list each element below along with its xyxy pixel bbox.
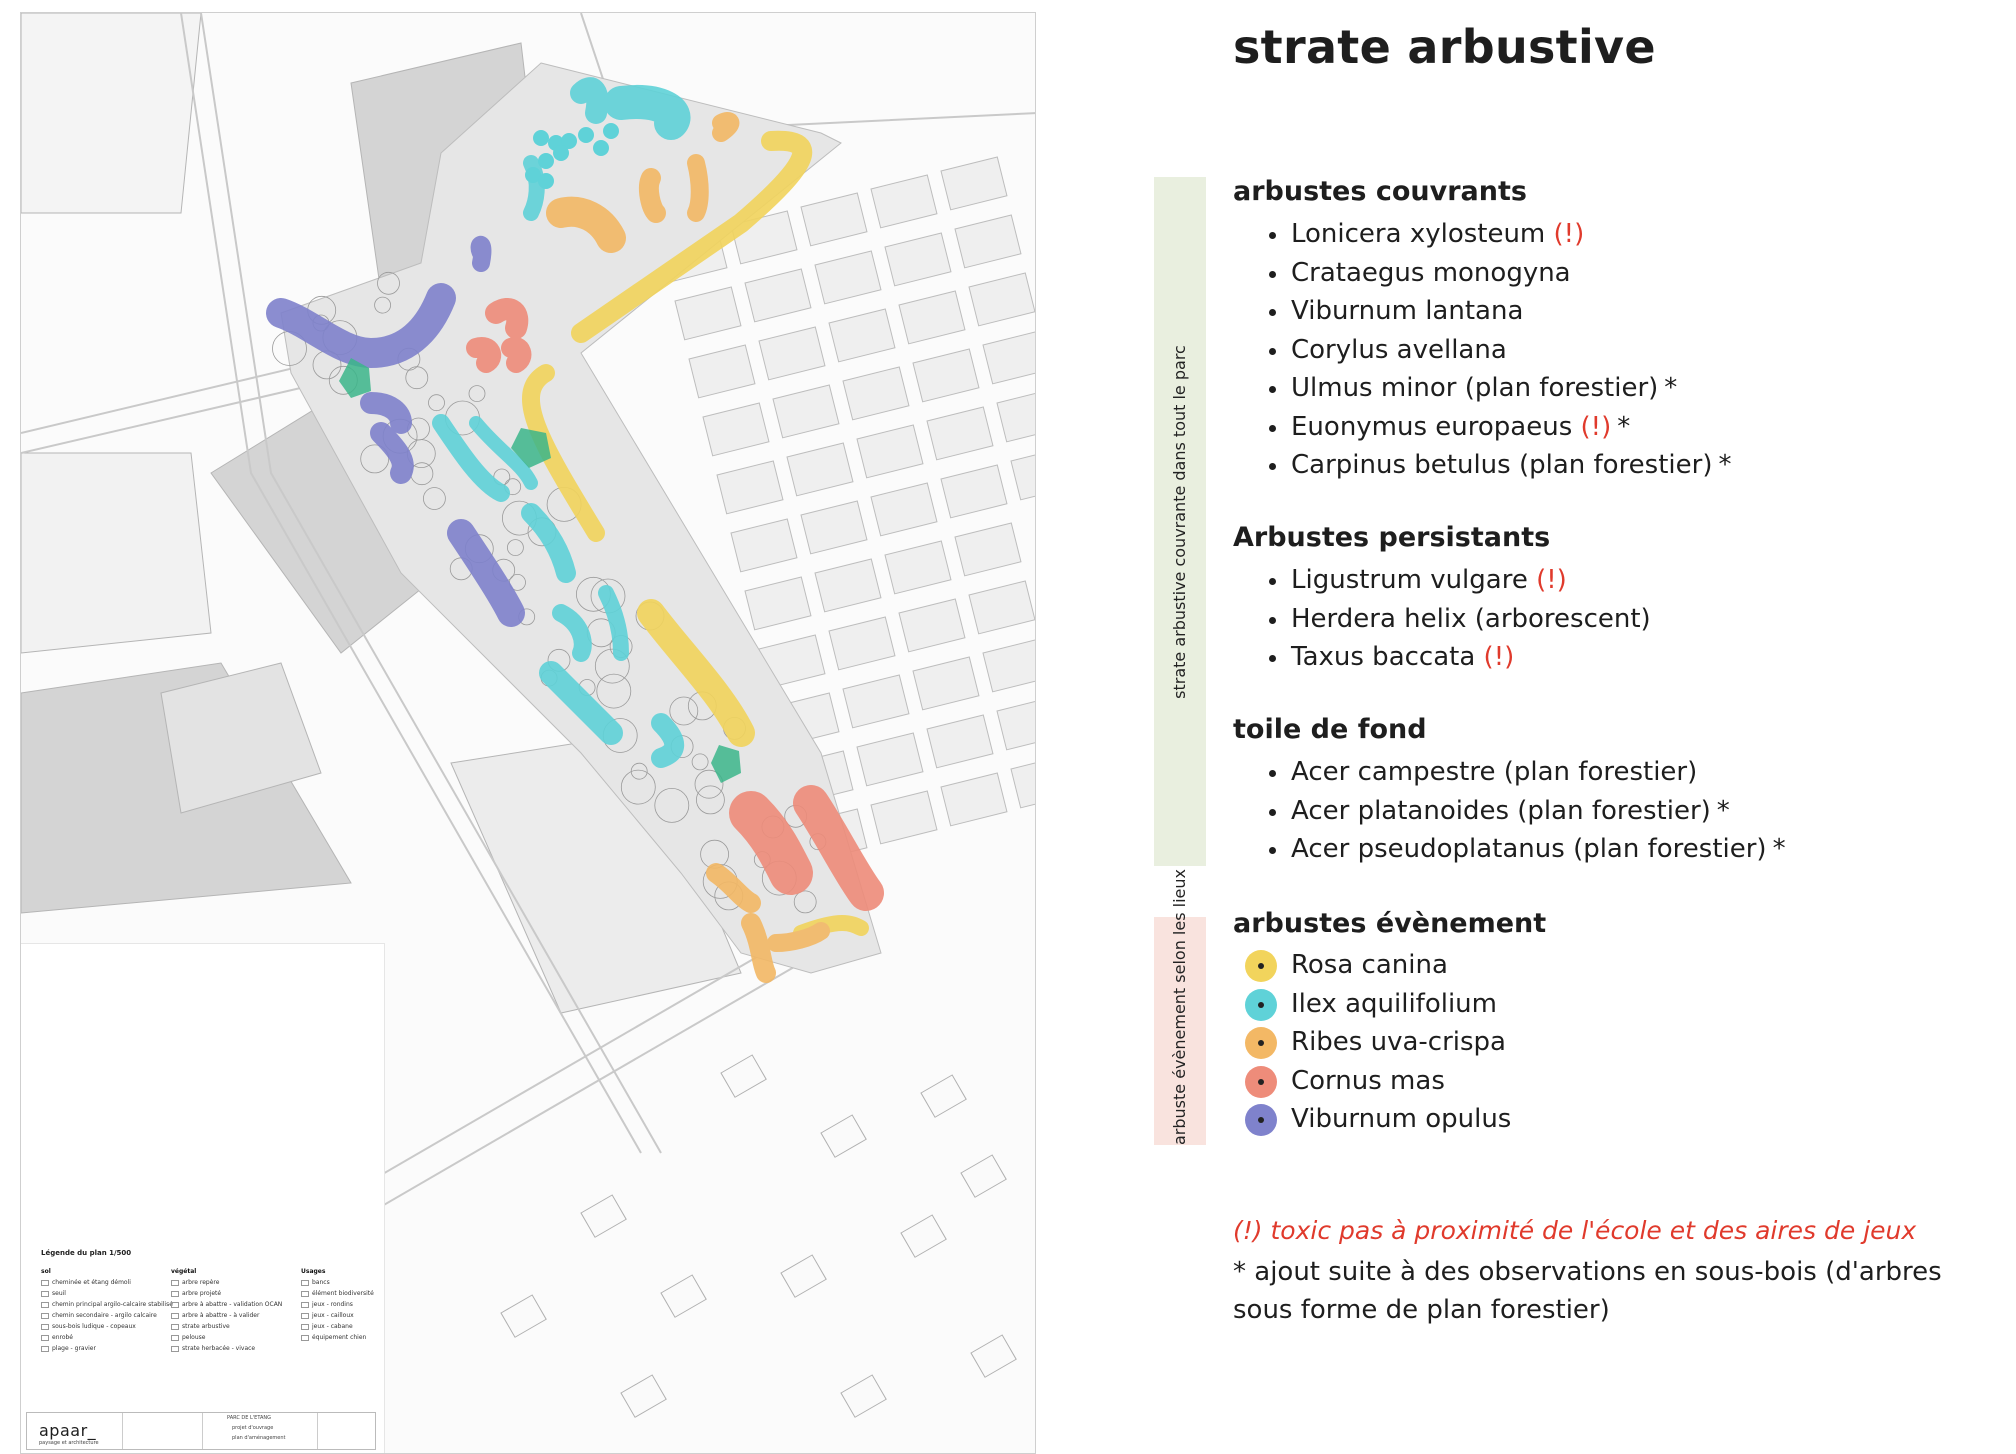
- allotment-lot: [941, 157, 1007, 210]
- species-name: Taxus baccata: [1291, 642, 1476, 672]
- allotment-lot: [969, 581, 1035, 634]
- heading-arbustes-couvrants: arbustes couvrants: [1233, 176, 1527, 207]
- allotment-lot: [885, 541, 951, 594]
- band-evenement: [1154, 869, 1206, 1145]
- shrub-zone-red: [511, 347, 521, 363]
- species-name: Euonymus europaeus: [1291, 411, 1573, 442]
- page-title: strate arbustive: [1233, 20, 1656, 74]
- band-couvrante-label: strate arbustive couvrante dans tout le parc: [1170, 344, 1190, 699]
- project-phase: projet d'ouvrage: [232, 1425, 274, 1431]
- toxic-marker: (!): [1553, 219, 1585, 249]
- legend-item: arbre repère: [171, 1277, 282, 1288]
- allotment-lot: [745, 269, 811, 322]
- shrub-zone-orange: [649, 178, 656, 213]
- house: [661, 1275, 706, 1317]
- allotment-lot: [843, 367, 909, 420]
- band-couvrante: [1154, 177, 1206, 866]
- species-item: [1233, 215, 1731, 254]
- legend-usages: [301, 1266, 374, 1343]
- species-item: [1233, 830, 1786, 869]
- allotment-lot: [941, 465, 1007, 518]
- legend-title: Légende du plan 1/500: [41, 1249, 132, 1257]
- shrub-dot-cyan: [603, 123, 619, 139]
- toxic-marker: (!): [1483, 642, 1515, 672]
- species-name: Carpinus betulus (plan forestier): [1291, 450, 1713, 480]
- species-item: [1233, 331, 1731, 370]
- brand-logo: apaar_: [39, 1421, 97, 1440]
- house: [501, 1295, 546, 1337]
- species-item: [1233, 638, 1651, 677]
- species-item: [1233, 792, 1786, 831]
- species-item: [1233, 985, 1511, 1024]
- legend-usages-heading: Usages: [301, 1268, 326, 1275]
- species-name: Rosa canina: [1291, 950, 1448, 980]
- color-swatch-icon: [1245, 1104, 1277, 1136]
- legend-item: équipement chien: [301, 1332, 374, 1343]
- species-item: [1233, 254, 1731, 293]
- legend-item: jeux - rondins: [301, 1299, 374, 1310]
- species-name: Cornus mas: [1291, 1065, 1445, 1096]
- allotment-lot: [899, 599, 965, 652]
- house: [621, 1375, 666, 1417]
- species-name: Ilex aquilifolium: [1291, 988, 1497, 1019]
- allotment-lot: [983, 331, 1036, 384]
- asterisk-marker: *: [1617, 411, 1631, 442]
- legend-item: pelouse: [171, 1332, 282, 1343]
- allotment-lot: [745, 577, 811, 630]
- species-item: [1233, 561, 1651, 600]
- asterisk-marker: *: [1716, 795, 1730, 826]
- legend-item: élément biodiversité: [301, 1288, 374, 1299]
- allotment-lot: [829, 309, 895, 362]
- allotment-lot: [857, 425, 923, 478]
- allotment-lot: [955, 215, 1021, 268]
- list-arbustes-evenement: [1233, 946, 1511, 1139]
- band-evenement-label: arbuste évènement selon les lieux: [1170, 869, 1189, 1145]
- color-swatch-icon: [1245, 989, 1277, 1021]
- heading-toile-de-fond: toile de fond: [1233, 714, 1427, 745]
- house: [961, 1155, 1006, 1197]
- toxic-marker: (!): [1536, 565, 1567, 595]
- house: [841, 1375, 886, 1417]
- allotment-lot: [941, 773, 1007, 826]
- species-name: Ligustrum vulgare: [1291, 565, 1528, 595]
- house: [921, 1075, 966, 1117]
- allotment-lot: [843, 675, 909, 728]
- species-item: [1233, 600, 1651, 639]
- species-name: Lonicera xylosteum: [1291, 219, 1546, 249]
- shrub-zone-red: [476, 347, 491, 363]
- allotment-lot: [703, 403, 769, 456]
- site-plan: [20, 12, 1036, 1454]
- allotment-lot: [955, 523, 1021, 576]
- house: [821, 1115, 866, 1157]
- legend-item: seuil: [41, 1288, 173, 1299]
- legend-item: arbre à abattre - validation OCAN: [171, 1299, 282, 1310]
- legend-item: bancs: [301, 1277, 374, 1288]
- allotment-lot: [773, 385, 839, 438]
- species-item: [1233, 408, 1731, 447]
- shrub-zone-cyan: [661, 723, 674, 758]
- species-item: [1233, 446, 1731, 485]
- allotment-lot: [871, 483, 937, 536]
- allotment-lot: [927, 407, 993, 460]
- plan-legend: [21, 943, 385, 1454]
- allotment-lot: [731, 519, 797, 572]
- allotment-lot: [913, 349, 979, 402]
- legend-item: jeux - cailloux: [301, 1310, 374, 1321]
- note-asterisk: * ajout suite à des observations en sous-bois (d'arbres sous forme de plan forestier): [1233, 1257, 1942, 1325]
- color-swatch-icon: [1245, 950, 1277, 982]
- house: [971, 1335, 1016, 1377]
- species-name: Ulmus minor (plan forestier): [1291, 373, 1659, 403]
- sheet-name: plan d'aménagement: [232, 1435, 286, 1441]
- allotment-lot: [815, 251, 881, 304]
- species-item: [1233, 753, 1786, 792]
- allotment-lot: [787, 443, 853, 496]
- species-item: [1233, 946, 1511, 985]
- species-name: Ribes uva-crispa: [1291, 1027, 1506, 1057]
- legend-vegetal: [171, 1266, 282, 1354]
- species-item: [1233, 1062, 1511, 1101]
- legend-item: jeux - cabane: [301, 1321, 374, 1332]
- species-name: Corylus avellana: [1291, 334, 1507, 365]
- heading-arbustes-evenement: arbustes évènement: [1233, 908, 1547, 939]
- species-item: [1233, 1100, 1511, 1139]
- legend-item: enrobé: [41, 1332, 173, 1343]
- color-swatch-icon: [1245, 1027, 1277, 1059]
- legend-sol-heading: sol: [41, 1268, 51, 1275]
- allotment-lot: [689, 345, 755, 398]
- allotment-lot: [969, 273, 1035, 326]
- species-name: Acer pseudoplatanus (plan forestier): [1291, 834, 1767, 864]
- note-toxic: (!) toxic pas à proximité de l'école et des aires de jeux: [1233, 1216, 1917, 1245]
- species-name: Viburnum opulus: [1291, 1104, 1512, 1134]
- allotment-lot: [801, 193, 867, 246]
- allotment-lot: [829, 617, 895, 670]
- allotment-lot: [913, 657, 979, 710]
- allotment-lot: [871, 791, 937, 844]
- house: [901, 1215, 946, 1257]
- legend-item: cheminée et étang démoli: [41, 1277, 173, 1288]
- allotment-lot: [857, 733, 923, 786]
- legend-item: chemin principal argilo-calcaire stabilisé: [41, 1299, 173, 1310]
- allotment-lot: [717, 461, 783, 514]
- shrub-dot-cyan: [553, 145, 569, 161]
- shrub-zone-orange: [696, 163, 700, 213]
- shrub-zone-purple: [480, 245, 483, 263]
- legend-item: sous-bois ludique - copeaux: [41, 1321, 173, 1332]
- allotment-lot: [1011, 755, 1036, 808]
- species-name: Acer campestre (plan forestier): [1291, 757, 1698, 787]
- list-arbustes-couvrants: [1233, 215, 1731, 485]
- species-name: Crataegus monogyna: [1291, 257, 1571, 288]
- legend-vegetal-heading: végétal: [171, 1268, 197, 1275]
- brand-subtitle: paysage et architecture: [39, 1440, 99, 1446]
- list-arbustes-persistants: [1233, 561, 1651, 677]
- house: [581, 1195, 626, 1237]
- shrub-dot-cyan: [538, 153, 554, 169]
- shrub-dot-cyan: [533, 130, 549, 146]
- shrub-dot-cyan: [578, 127, 594, 143]
- list-toile-de-fond: [1233, 753, 1786, 869]
- allotment-lot: [675, 287, 741, 340]
- toxic-marker: (!): [1580, 411, 1612, 442]
- legend-item: arbre à abattre - à valider: [171, 1310, 282, 1321]
- allotment-lot: [983, 639, 1036, 692]
- asterisk-marker: *: [1718, 450, 1732, 480]
- allotment-lot: [801, 501, 867, 554]
- species-name: Herdera helix (arborescent): [1291, 603, 1651, 634]
- house: [781, 1255, 826, 1297]
- asterisk-marker: *: [1664, 373, 1678, 403]
- legend-item: chemin secondaire - argilo calcaire: [41, 1310, 173, 1321]
- legend-item: plage - gravier: [41, 1343, 173, 1354]
- shrub-zone-orange: [751, 923, 766, 973]
- shrub-dot-cyan: [538, 173, 554, 189]
- title-block: [26, 1412, 376, 1450]
- species-item: [1233, 292, 1731, 331]
- allotment-lot: [885, 233, 951, 286]
- allotment-lot: [997, 697, 1036, 750]
- shrub-zone-orange: [721, 121, 730, 133]
- legend-item: arbre projeté: [171, 1288, 282, 1299]
- species-item: [1233, 369, 1731, 408]
- color-swatch-icon: [1245, 1066, 1277, 1098]
- allotment-lot: [997, 389, 1036, 442]
- asterisk-marker: *: [1772, 834, 1786, 864]
- allotment-lot: [815, 559, 881, 612]
- shrub-dot-cyan: [593, 140, 609, 156]
- house: [721, 1055, 766, 1097]
- allotment-lot: [1011, 447, 1036, 500]
- heading-arbustes-persistants: Arbustes persistants: [1233, 522, 1551, 553]
- species-name: Viburnum lantana: [1291, 296, 1524, 326]
- project-name: PARC DE L'ETANG: [227, 1415, 272, 1421]
- allotment-lot: [899, 291, 965, 344]
- species-name: Acer platanoides (plan forestier): [1291, 795, 1711, 826]
- legend-item: strate arbustive: [171, 1321, 282, 1332]
- species-item: [1233, 1023, 1511, 1062]
- allotment-lot: [871, 175, 937, 228]
- legend-item: strate herbacée - vivace: [171, 1343, 282, 1354]
- allotment-lot: [927, 715, 993, 768]
- allotment-lot: [759, 327, 825, 380]
- legend-sol: [41, 1266, 173, 1354]
